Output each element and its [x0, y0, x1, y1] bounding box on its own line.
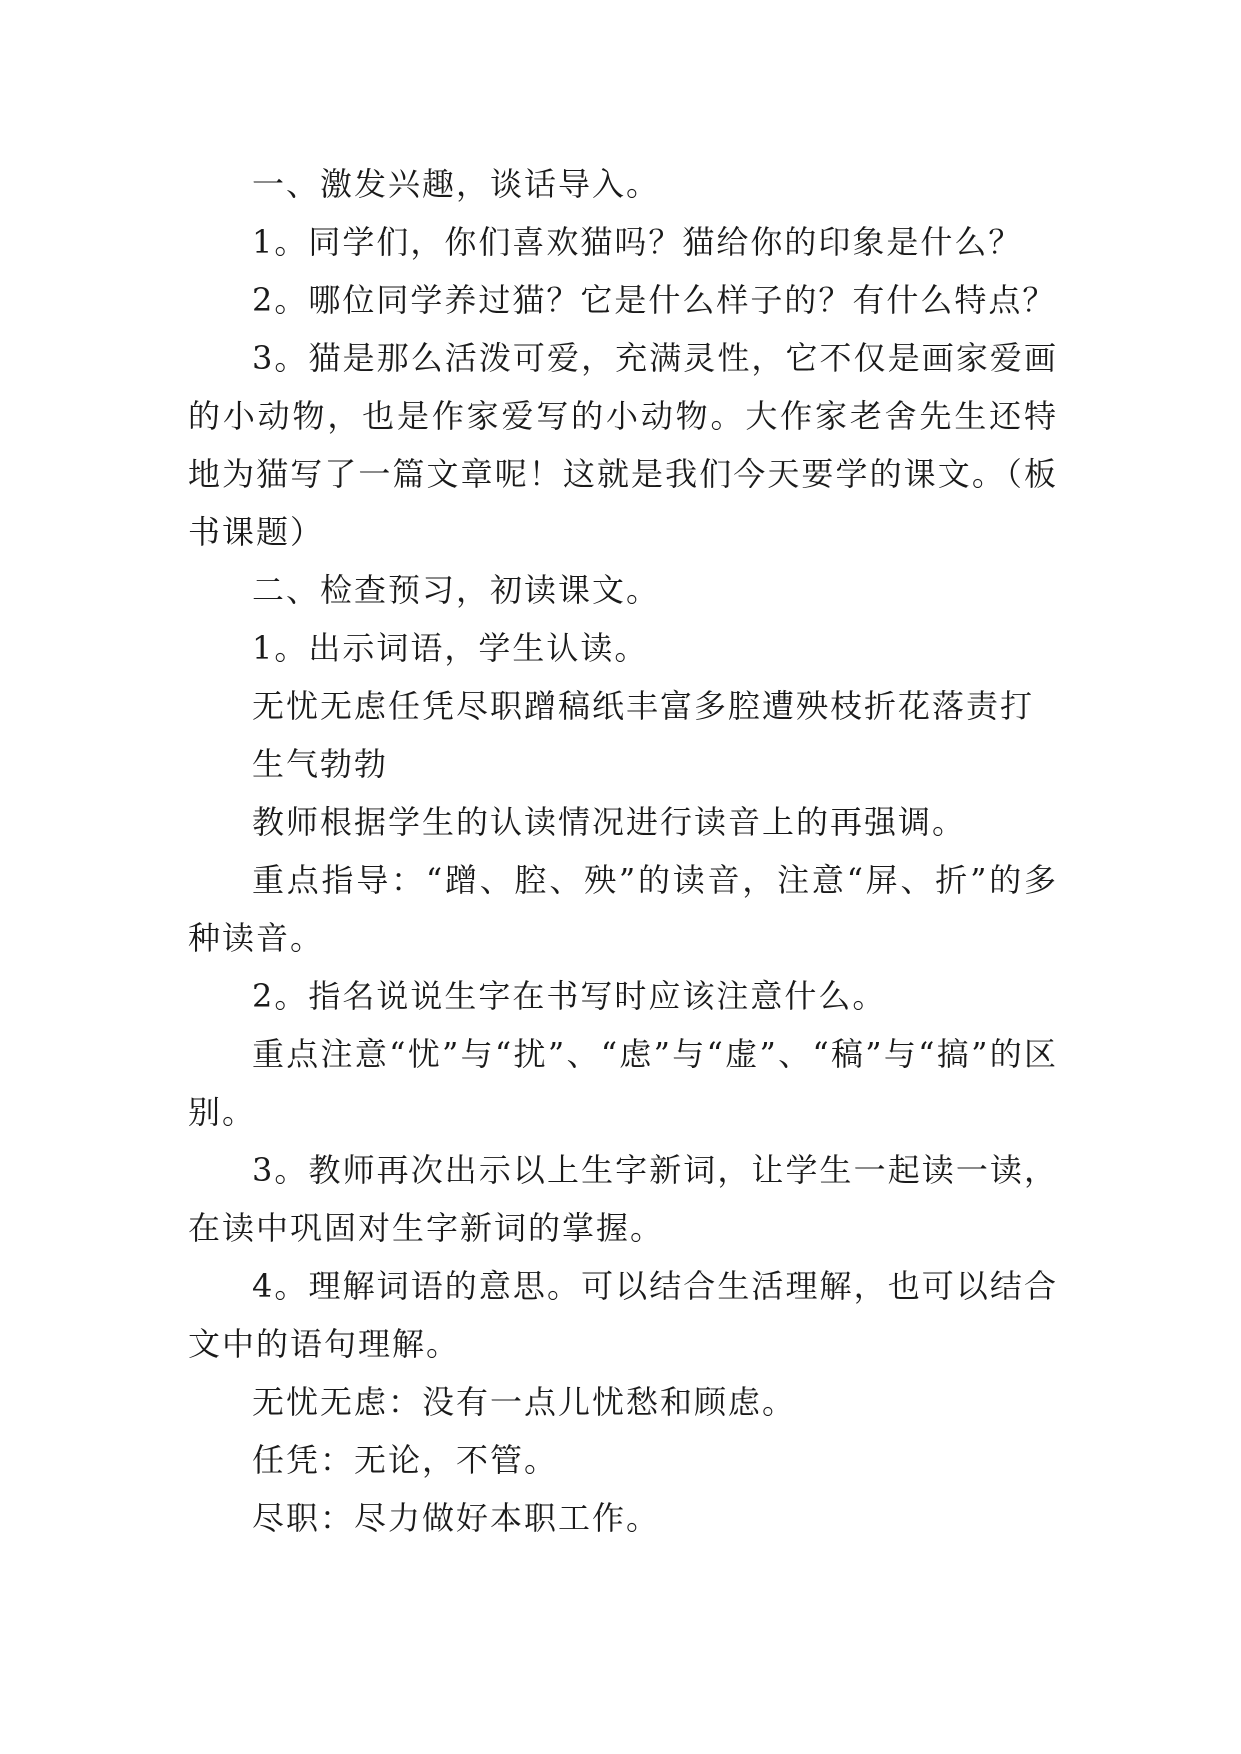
paragraph-intro-text: 3。猫是那么活泼可爱，充满灵性，它不仅是画家爱画的小动物，也是作家爱写的小动物。大作家老舍先生还特地为猫写了一篇文章呢！这就是我们今天要学的课文。（板书课题） [188, 339, 1058, 551]
definition-jinzhi: 尽职：尽力做好本职工作。 [252, 1499, 661, 1537]
paragraph-question-1: 1。同学们，你们喜欢猫吗？猫给你的印象是什么？ [252, 223, 1023, 261]
section-heading-2: 二、检查预习，初读课文。 [252, 571, 661, 609]
paragraph-step-3: 3。教师再次出示以上生字新词，让学生一起读一读，在读中巩固对生字新词的掌握。 [188, 1151, 1058, 1247]
paragraph-step-2: 2。指名说说生字在书写时应该注意什么。 [252, 977, 887, 1015]
paragraph-character-focus: 重点注意“忧”与“扰”、“虑”与“虚”、“稿”与“搞”的区别。 [188, 1035, 1058, 1131]
document-body [188, 155, 1058, 1547]
paragraph-pronunciation-focus: 重点指导：“蹭、腔、殃”的读音，注意“屏、折”的多种读音。 [188, 861, 1058, 957]
vocabulary-list: 无忧无虑任凭尽职蹭稿纸丰富多腔遭殃枝折花落责打 [252, 687, 1035, 725]
section-heading-1: 一、激发兴趣，谈话导入。 [252, 165, 661, 203]
paragraph-step-4: 4。理解词语的意思。可以结合生活理解，也可以结合文中的语句理解。 [188, 1267, 1058, 1363]
definition-wuyouwulv: 无忧无虑：没有一点儿忧愁和顾虑。 [252, 1383, 797, 1421]
paragraph-teacher-note: 教师根据学生的认读情况进行读音上的再强调。 [252, 803, 967, 841]
paragraph-step-1: 1。出示词语，学生认读。 [252, 629, 649, 667]
vocabulary-list-continued: 生气勃勃 [252, 745, 389, 783]
paragraph-question-2: 2。哪位同学养过猫？它是什么样子的？有什么特点？ [252, 281, 1057, 319]
definition-renping: 任凭：无论，不管。 [252, 1441, 559, 1479]
